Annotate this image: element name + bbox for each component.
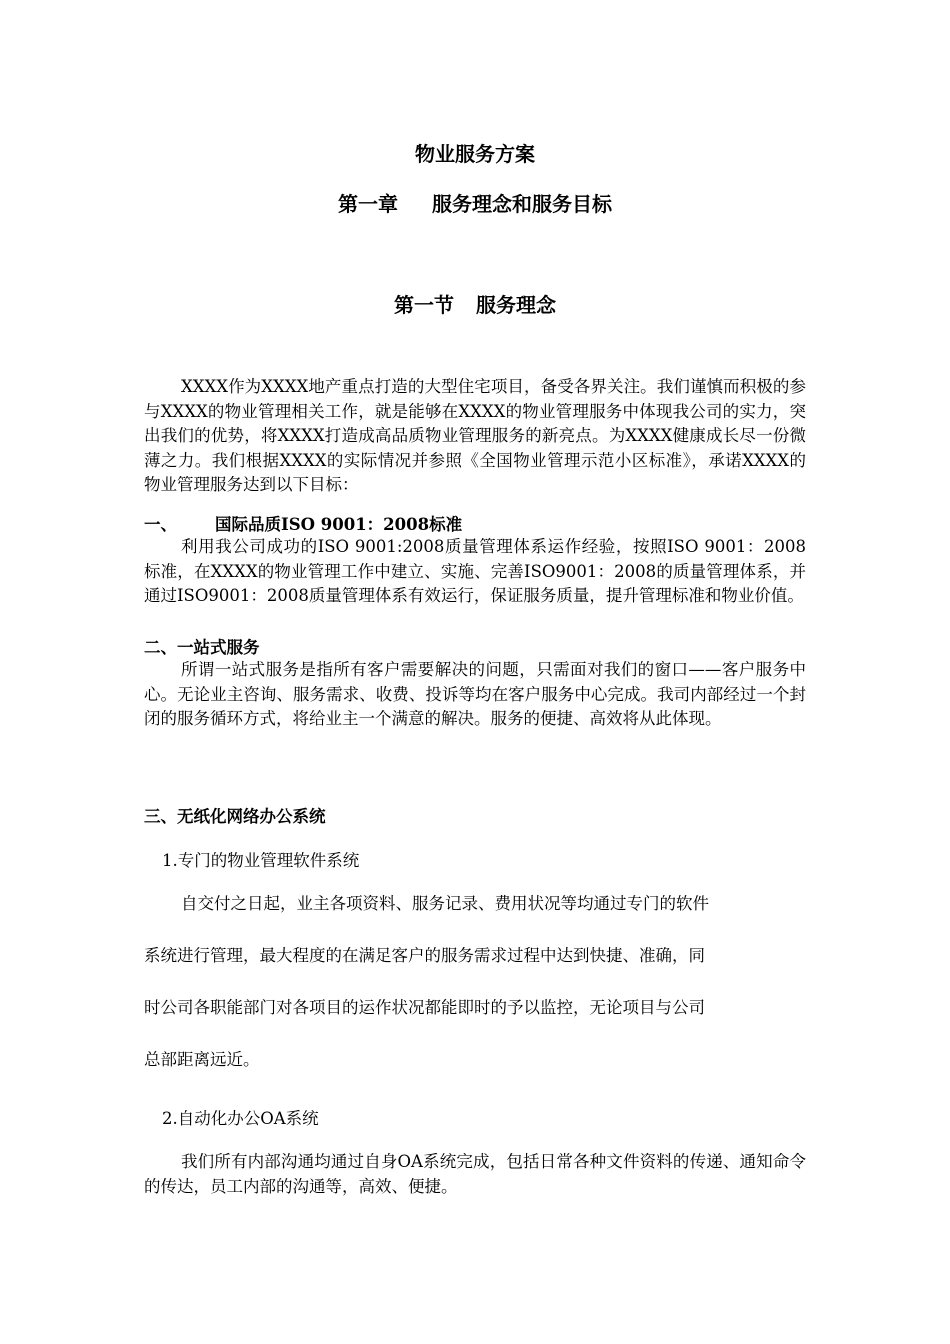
software-line: 自交付之日起，业主各项资料、服务记录、费用状况等均通过专门的软件 (181, 894, 709, 913)
chapter-heading (0, 188, 950, 217)
heading-iso-number: 一、 (144, 515, 177, 534)
section-heading (0, 289, 950, 318)
section-title: 服务理念 (476, 293, 556, 317)
chapter-number: 第一章 (338, 192, 398, 216)
software-line: 时公司各职能部门对各项目的运作状况都能即时的予以监控，无论项目与公司 (144, 998, 705, 1017)
heading-one-stop: 二、一站式服务 (144, 638, 260, 657)
software-line: 系统进行管理，最大程度的在满足客户的服务需求过程中达到快捷、准确，同 (144, 946, 705, 965)
heading-iso (144, 511, 462, 535)
intro-paragraph: XXXX作为XXXX地产重点打造的大型住宅项目，备受各界关注。我们谨慎而积极的参与XXXX的物业管理相关工作，就是能够在XXXX的物业管理服务中体现我公司的实力，突出我们的优势，将XXXX打造成高品质物业管理服务的新亮点。为XXXX健康成长尽一份微薄之力。我们根据XXXX的实际情况并参照《全国物业管理示范小区标准》，承诺XXXX的物业管理服务达到以下目标： (144, 377, 806, 494)
chapter-title: 服务理念和服务目标 (432, 192, 612, 216)
heading-iso-text: 国际品质ISO 9001：2008标准 (215, 515, 463, 534)
section-number: 第一节 (394, 293, 454, 317)
heading-paperless: 三、无纸化网络办公系统 (144, 807, 326, 826)
one-stop-paragraph: 所谓一站式服务是指所有客户需要解决的问题，只需面对我们的窗口——客户服务中心。无论业主咨询、服务需求、收费、投诉等均在客户服务中心完成。我司内部经过一个封闭的服务循环方式，将给业主一个满意的解决。服务的便捷、高效将从此体现。 (144, 660, 806, 728)
iso-paragraph: 利用我公司成功的ISO 9001:2008质量管理体系运作经验，按照ISO 9001：2008标准，在XXXX的物业管理工作中建立、实施、完善ISO9001：2008的质量管理体系，并通过ISO9001：2008质量管理体系有效运行，保证服务质量，提升管理标准和物业价值。 (144, 537, 806, 605)
document-title: 物业服务方案 (415, 142, 535, 166)
software-paragraph (144, 890, 806, 1090)
subheading-oa: 2.自动化办公OA系统 (162, 1109, 319, 1128)
software-line: 总部距离远近。 (144, 1050, 260, 1069)
subheading-software: 1.专门的物业管理软件系统 (162, 851, 360, 870)
oa-paragraph: 我们所有内部沟通均通过自身OA系统完成，包括日常各种文件资料的传递、通知命令的传达，员工内部的沟通等，高效、便捷。 (144, 1152, 806, 1196)
